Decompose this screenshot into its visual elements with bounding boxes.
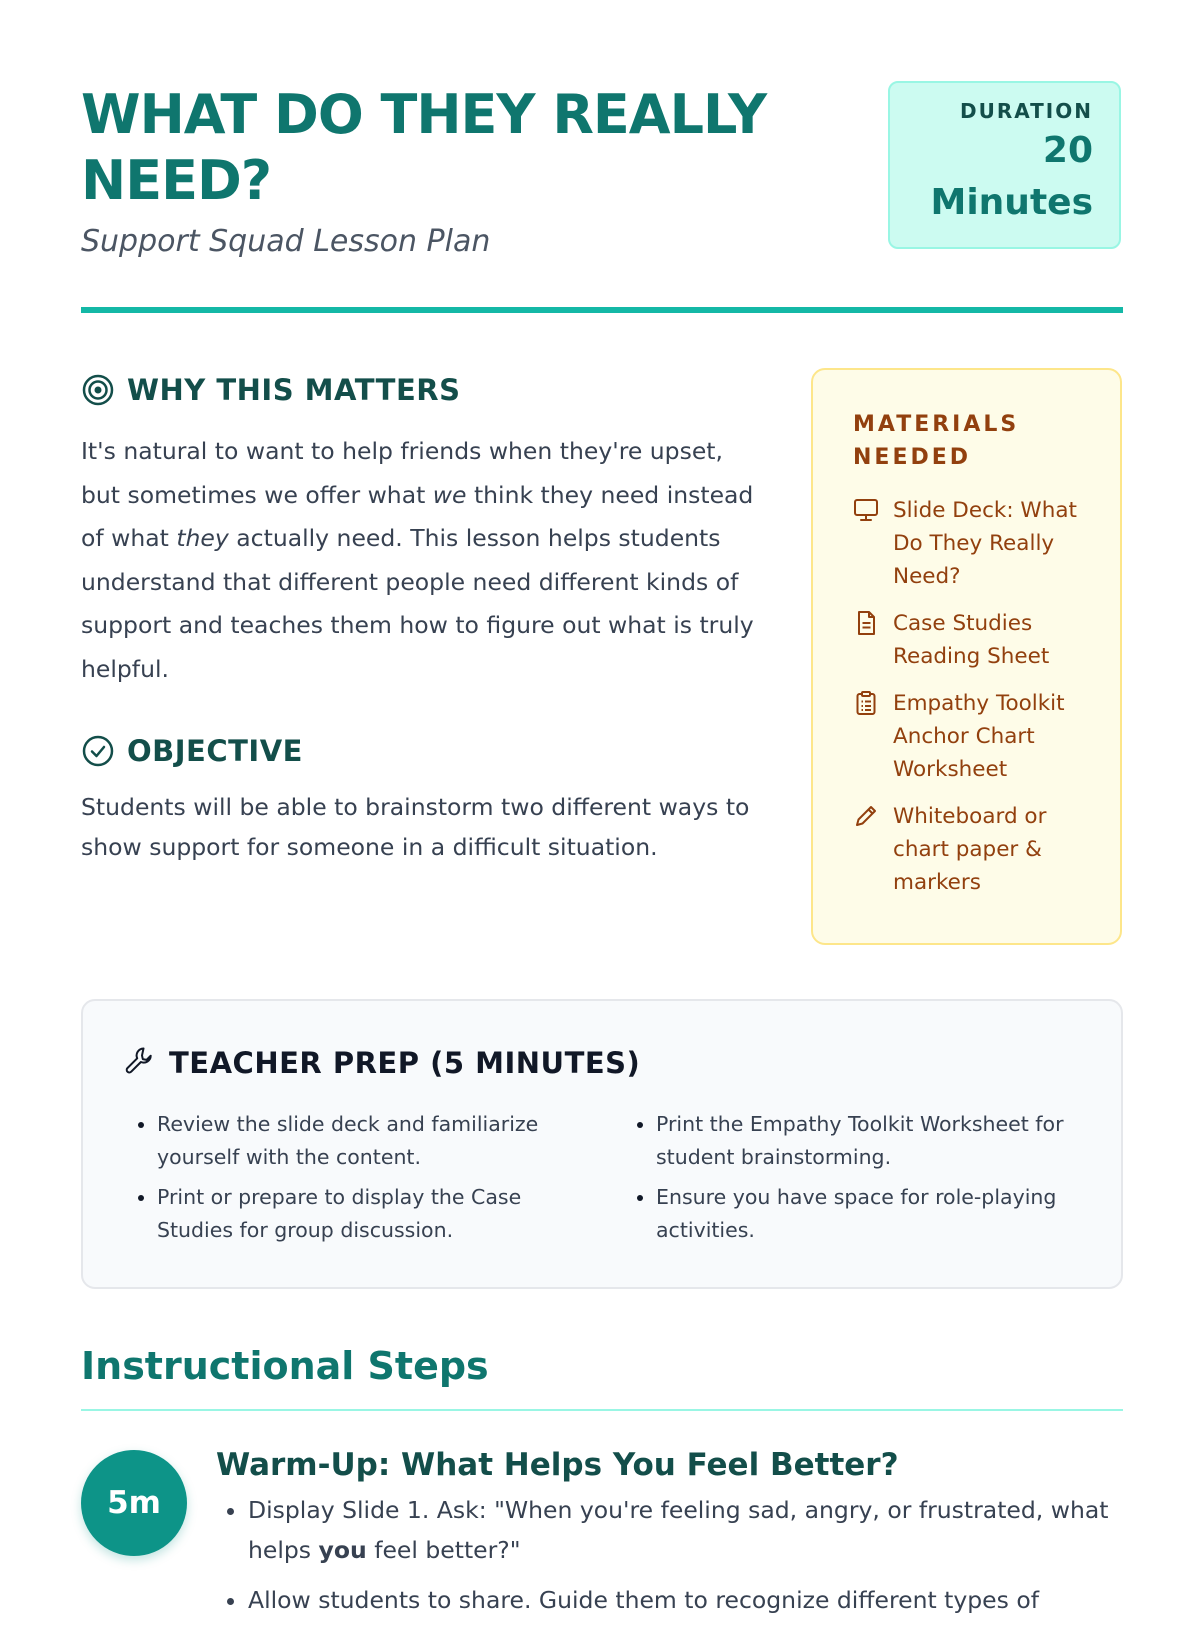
duration-value: 20 <box>1042 130 1093 171</box>
objective-text: Students will be able to brainstorm two different ways to show support for someone in a difficult situation. <box>81 793 750 861</box>
step-bullet: • Allow students to share. Guide them to recognize different types of <box>248 1580 1158 1620</box>
materials-item <box>853 800 1100 899</box>
teacher-prep-item: • Print the Empathy Toolkit Worksheet for student brainstorming. <box>656 1108 1076 1174</box>
check-circle-icon <box>81 734 115 768</box>
teacher-prep-item: • Ensure you have space for role-playing activities. <box>656 1181 1076 1247</box>
teacher-prep-item: • Print or prepare to display the Case Studies for group discussion. <box>157 1181 577 1247</box>
duration-label: DURATION <box>960 99 1093 123</box>
step-bullet-list <box>216 1490 1158 1630</box>
why-text-3: actually need. This lesson helps students understand that different people need different kinds of support and teaches them how to figure out what is truly helpful. <box>81 524 754 683</box>
duration-unit: Minutes <box>930 182 1093 223</box>
why-text-1: It's natural to want to help friends when they're upset, but sometimes we offer what <box>81 437 723 509</box>
step-title: Warm-Up: What Helps You Feel Better? <box>216 1447 899 1483</box>
why-heading: WHY THIS MATTERS <box>127 373 461 407</box>
materials-item-label: Case Studies Reading Sheet <box>893 611 1050 669</box>
teacher-prep-list-right <box>622 1108 1076 1254</box>
objective-heading: OBJECTIVE <box>127 734 303 768</box>
why-heading-row <box>81 373 461 407</box>
step-bullet-text: Display Slide 1. Ask: "When you're feeling sad, angry, or frustrated, what helps <box>248 1496 1109 1564</box>
why-emphasis-they: they <box>176 524 229 552</box>
step-bullet <box>248 1490 1158 1570</box>
instructional-steps-heading: Instructional Steps <box>81 1344 489 1388</box>
materials-item <box>853 494 1100 593</box>
target-icon <box>81 373 115 407</box>
page-subtitle: Support Squad Lesson Plan <box>81 224 491 259</box>
why-emphasis-we: we <box>432 480 467 509</box>
monitor-icon <box>853 497 879 523</box>
materials-item-label: Slide Deck: What Do They Really Need? <box>893 498 1077 589</box>
objective-heading-row <box>81 734 303 768</box>
materials-heading: MATERIALS NEEDED <box>853 412 1020 470</box>
materials-item-label: Whiteboard or chart paper & markers <box>893 804 1047 895</box>
teacher-prep-item: • Review the slide deck and familiarize yourself with the content. <box>157 1108 577 1174</box>
materials-item-label: Empathy Toolkit Anchor Chart Worksheet <box>893 691 1065 782</box>
wrench-icon <box>123 1045 155 1081</box>
teacher-prep-card <box>81 999 1123 1289</box>
step-bullet-text-end: feel better?" <box>366 1536 521 1564</box>
teacher-prep-heading-row <box>123 1045 640 1081</box>
page-title: WHAT DO THEY REALLY NEED? <box>81 83 767 212</box>
why-paragraph <box>81 430 761 691</box>
document-icon <box>853 610 879 636</box>
duration-card <box>888 81 1121 249</box>
materials-list <box>853 494 1100 899</box>
header-divider <box>81 307 1123 313</box>
teacher-prep-list-left <box>123 1108 577 1254</box>
steps-divider <box>81 1409 1123 1411</box>
step-bullet-emphasis: you <box>318 1536 367 1564</box>
materials-item <box>853 687 1100 786</box>
pencil-icon <box>853 803 879 829</box>
materials-card <box>811 368 1122 945</box>
clipboard-icon <box>853 690 879 716</box>
teacher-prep-heading: TEACHER PREP (5 MINUTES) <box>169 1046 641 1080</box>
step-duration-badge: 5m <box>81 1450 187 1556</box>
materials-item <box>853 607 1100 673</box>
why-text-2: think they need instead of what <box>81 480 754 552</box>
